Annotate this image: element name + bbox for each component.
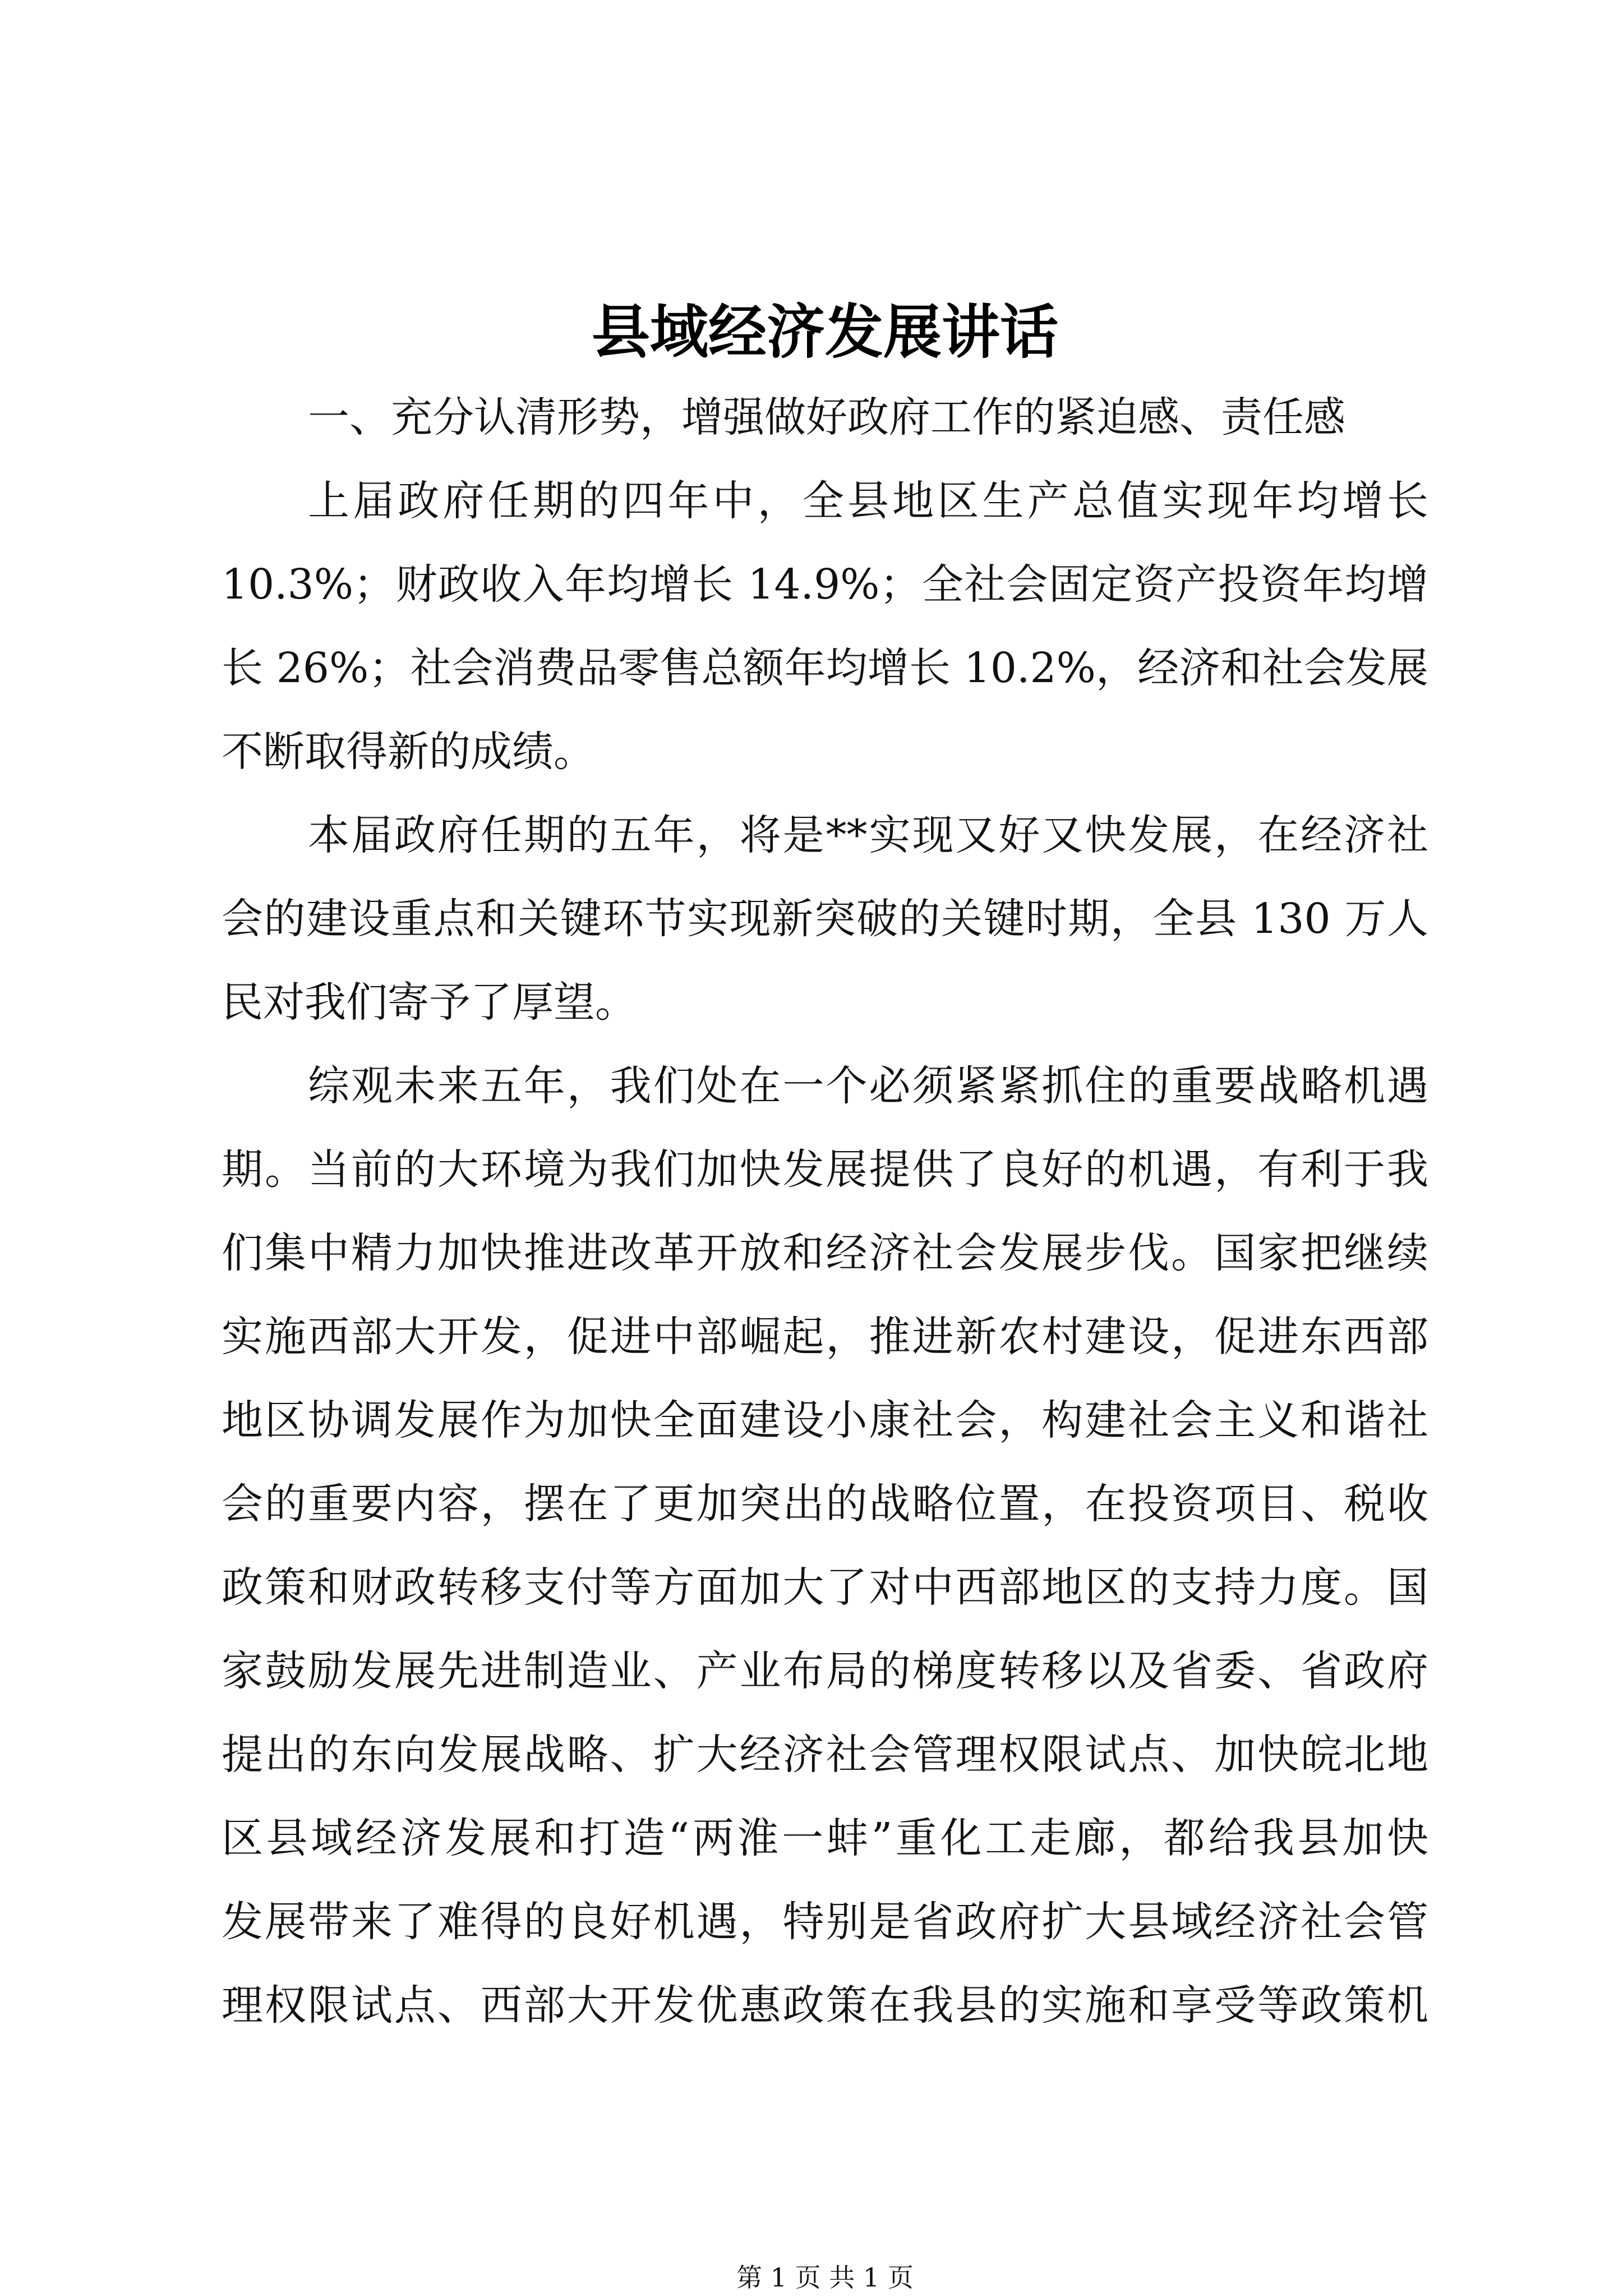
paragraph-line: 上届政府任期的四年中，全县地区生产总值实现年均增长 <box>308 477 1428 525</box>
paragraph-line: 们集中精力加快推进改革开放和经济社会发展步伐。国家把继续 <box>222 1229 1428 1277</box>
paragraph-line: 发展带来了难得的良好机遇，特别是省政府扩大县域经济社会管 <box>222 1898 1428 1946</box>
paragraph-line: 民对我们寄予了厚望。 <box>222 978 637 1027</box>
paragraph-line: 本届政府任期的五年，将是**实现又好又快发展，在经济社 <box>308 811 1428 859</box>
page-footer: 第 1 页 共 1 页 <box>736 2262 914 2293</box>
paragraph-line: 提出的东向发展战略、扩大经济社会管理权限试点、加快皖北地 <box>222 1731 1428 1779</box>
document-title: 县域经济发展讲话 <box>591 297 1058 366</box>
paragraph-line: 会的重要内容，摆在了更加突出的战略位置，在投资项目、税收 <box>222 1480 1428 1528</box>
paragraph-line: 区县域经济发展和打造“两淮一蚌”重化工走廊，都给我县加快 <box>222 1814 1428 1862</box>
paragraph-1 <box>222 459 1428 794</box>
paragraph-line: 不断取得新的成绩。 <box>222 728 595 776</box>
paragraph-line: 地区协调发展作为加快全面建设小康社会，构建社会主义和谐社 <box>222 1396 1428 1444</box>
paragraph-line: 政策和财政转移支付等方面加大了对中西部地区的支持力度。国 <box>222 1563 1428 1612</box>
paragraph-line: 会的建设重点和关键环节实现新突破的关键时期，全县 130 万人 <box>222 895 1428 943</box>
paragraph-line: 理权限试点、西部大开发优惠政策在我县的实施和享受等政策机 <box>222 1981 1428 2030</box>
paragraph-2 <box>222 794 1428 1045</box>
paragraph-line: 家鼓励发展先进制造业、产业布局的梯度转移以及省委、省政府 <box>222 1647 1428 1695</box>
paragraph-line: 期。当前的大环境为我们加快发展提供了良好的机遇，有利于我 <box>222 1145 1428 1194</box>
paragraph-line: 10.3%；财政收入年均增长 14.9%；全社会固定资产投资年均增 <box>222 560 1428 609</box>
section-heading: 一、充分认清形势，增强做好政府工作的紧迫感、责任感 <box>308 393 1345 441</box>
paragraph-3 <box>222 1045 1428 2047</box>
document-body <box>222 376 1428 2047</box>
paragraph-line: 长 26%；社会消费品零售总额年均增长 10.2%，经济和社会发展 <box>222 644 1428 692</box>
paragraph-line: 实施西部大开发，促进中部崛起，推进新农村建设，促进东西部 <box>222 1313 1428 1361</box>
paragraph-line: 综观未来五年，我们处在一个必须紧紧抓住的重要战略机遇 <box>308 1062 1428 1110</box>
